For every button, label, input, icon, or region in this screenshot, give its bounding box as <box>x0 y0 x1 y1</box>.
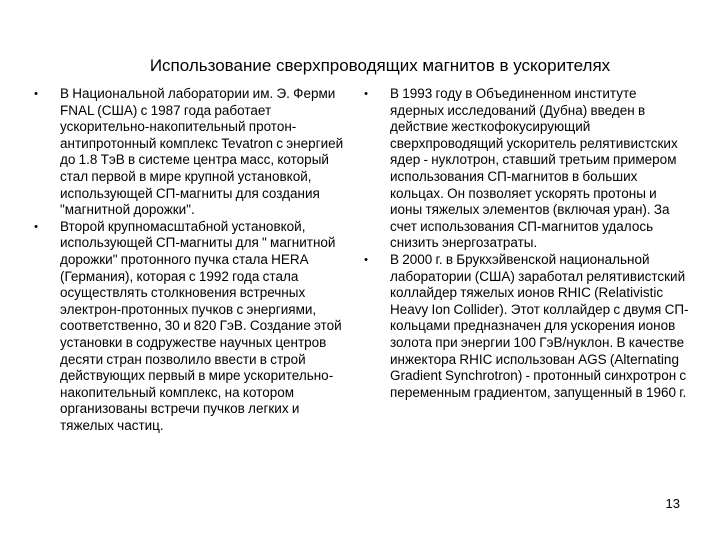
bullet-text: В Национальной лаборатории им. Э. Ферми FNAL (США) с 1987 года работает ускорительно-накопительный протон-антипротонный комплекс Tevatron с энергией до 1.8 ТэВ в системе центра масс, который стал первой в мире крупной установкой, использующей СП-магниты для создания "магнитной дорожки". <box>60 86 344 218</box>
list-item-rhic <box>360 252 690 401</box>
bullet-icon: • <box>364 88 368 100</box>
bullet-icon: • <box>34 88 38 100</box>
left-column <box>30 86 350 434</box>
bullet-text: В 1993 году в Объединенном институте ядерных исследований (Дубна) введен в действие жесткофокусирующий сверхпроводящий ускоритель релятивистских ядер - нуклотрон, ставший третьим примером использования СП-магнитов в больших кольцах. Он позволяет ускорять протоны и ионы тяжелых элементов (включая уран). За счет использования СП-магнитов удалось снизить энергозатраты. <box>390 86 678 251</box>
slide-title: Использование сверхпроводящих магнитов в ускорителях <box>149 56 611 75</box>
bullet-icon: • <box>364 253 368 266</box>
list-item-nuclotron <box>360 86 690 252</box>
bullet-text: В 2000 г. в Брукхэйвенской национальной лаборатории (США) заработал релятивистский коллайдер тяжелых ионов RHIC (Relativistic Heavy Ion Collider). Этот коллайдер с двумя СП-кольцами предназначен для ускорения ионов золота при энергии 100 ГэВ/нуклон. В качестве инжектора RHIC использован AGS (Alternating Gradient Synchrotron) - протонный синхротрон с переменным градиентом, запущенный в 1960 г. <box>390 251 689 400</box>
list-item-fnal <box>30 86 350 219</box>
bullet-text: Второй крупномасштабной установкой, использующей СП-магниты для " магнитной дорожки" протонного пучка стала HERA (Германия), которая с 1992 года стала осуществлять столкновения встречных электрон-протонных пучков с энергиями, соответственно, 30 и 820 ГэВ. Создание этой установки в содружестве научных центров десяти стран позволило ввести в строй действующих первый в мире ускорительно-накопительный комплекс, на котором организованы встречи пучков легких и тяжелых частиц. <box>60 218 342 433</box>
page-number: 13 <box>665 496 680 511</box>
right-column <box>360 86 690 401</box>
list-item-hera <box>30 219 350 435</box>
bullet-icon: • <box>34 220 38 233</box>
